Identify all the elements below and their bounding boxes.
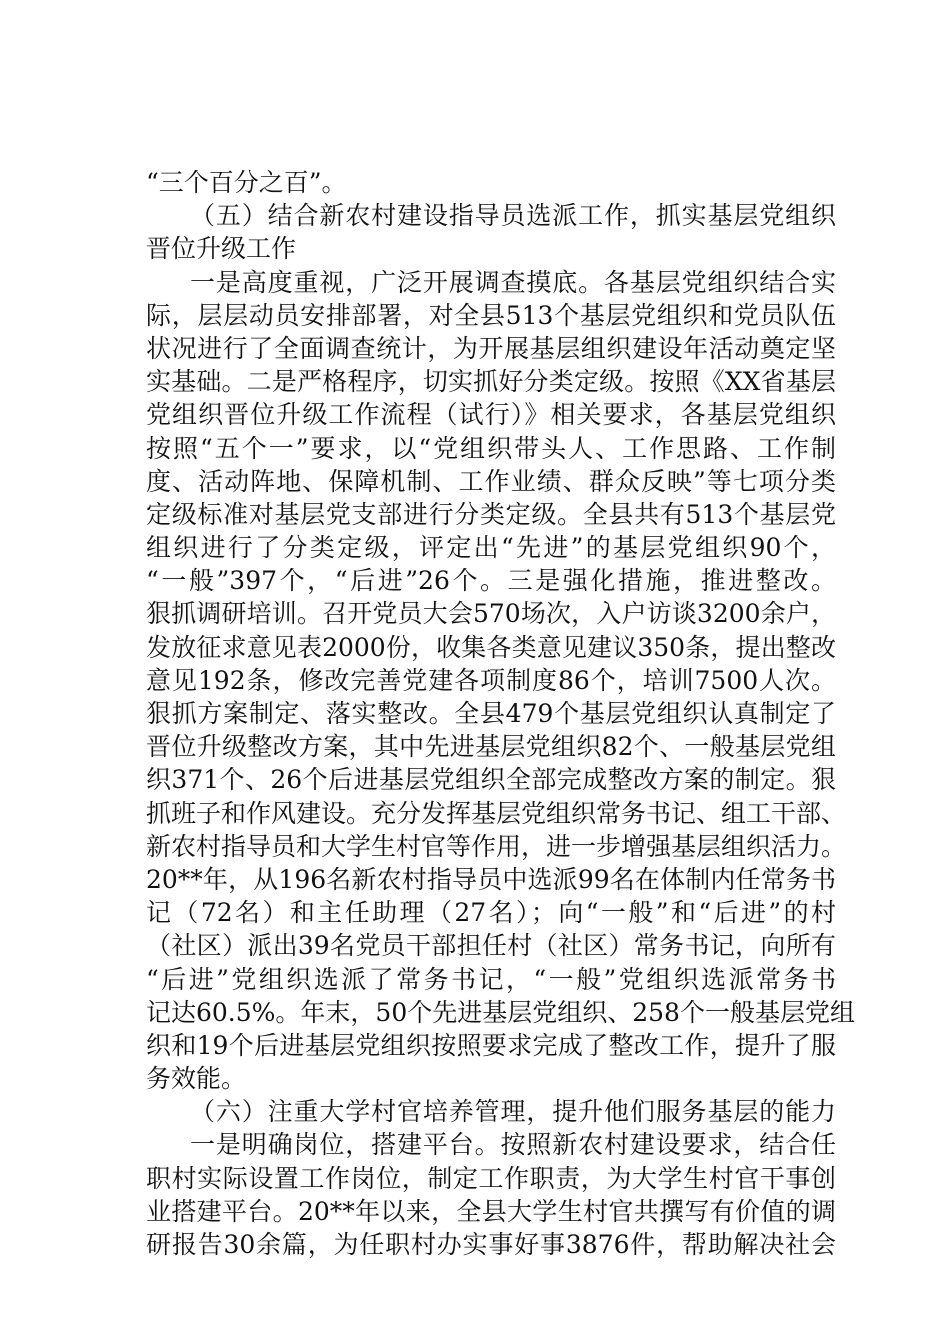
text-line: 状况进行了全面调查统计，为开展基层组织建设年活动奠定坚 xyxy=(146,333,836,363)
text-line: 组织进行了分类定级，评定出“先进”的基层党组织90个， xyxy=(146,533,836,563)
text-line: 定级标准对基层党支部进行分类定级。全县共有513个基层党 xyxy=(146,499,836,529)
text-line: 业搭建平台。20**年以来，全县大学生村官共撰写有价值的调 xyxy=(146,1196,836,1226)
text-line: 织371个、26个后进基层党组织全部完成整改方案的制定。狠 xyxy=(146,765,836,795)
text-line: 记（72名）和主任助理（27名）；向“一般”和“后进”的村 xyxy=(146,898,836,928)
text-line: “三个百分之百”。 xyxy=(146,168,347,197)
text-line: 发放征求意见表2000份，收集各类意见建议350条，提出整改 xyxy=(146,632,836,662)
text-line: 务效能。 xyxy=(146,1064,247,1094)
text-line: 狠抓方案制定、落实整改。全县479个基层党组织认真制定了 xyxy=(146,699,836,728)
text-line: “后进”党组织选派了常务书记，“一般”党组织选派常务书 xyxy=(146,964,836,994)
text-line: 晋位升级整改方案，其中先进基层党组织82个、一般基层党组 xyxy=(146,732,836,762)
text-line: 新农村指导员和大学生村官等作用，进一步增强基层组织活力。 xyxy=(146,831,847,861)
text-line: 党组织晋位升级工作流程（试行）》相关要求，各基层党组织 xyxy=(146,400,836,430)
text-line: 按照“五个一”要求，以“党组织带头人、工作思路、工作制 xyxy=(146,433,836,463)
text-line: （五）结合新农村建设指导员选派工作，抓实基层党组织 xyxy=(190,201,836,231)
text-line: 际，层层动员安排部署，对全县513个基层党组织和党员队伍 xyxy=(146,300,836,330)
text-line: “一般”397个，“后进”26个。三是强化措施，推进整改。 xyxy=(146,566,836,596)
text-line: 度、活动阵地、保障机制、工作业绩、群众反映”等七项分类 xyxy=(146,466,836,496)
text-line: 记达60.5%。年末，50个先进基层党组织、258个一般基层党组 xyxy=(146,997,855,1027)
document-body xyxy=(146,166,855,1261)
text-line: （社区）派出39名党员干部担任村（社区）常务书记，向所有 xyxy=(146,931,836,961)
text-line: 狠抓调研培训。召开党员大会570场次，入户访谈3200余户， xyxy=(146,599,836,629)
text-line: 一是明确岗位，搭建平台。按照新农村建设要求，结合任 xyxy=(190,1130,836,1160)
text-line: （六）注重大学村官培养管理，提升他们服务基层的能力 xyxy=(190,1097,836,1127)
document-page xyxy=(146,166,855,1261)
text-line: 织和19个后进基层党组织按照要求完成了整改工作，提升了服 xyxy=(146,1030,836,1060)
text-line: 职村实际设置工作岗位，制定工作职责，为大学生村官干事创 xyxy=(146,1163,836,1193)
text-line: 意见192条，修改完善党建各项制度86个，培训7500人次。 xyxy=(146,665,836,695)
text-line: 一是高度重视，广泛开展调查摸底。各基层党组织结合实 xyxy=(190,267,836,297)
text-line: 抓班子和作风建设。充分发挥基层党组织常务书记、组工干部、 xyxy=(146,798,847,828)
text-line: 晋位升级工作 xyxy=(146,234,297,264)
text-line: 实基础。二是严格程序，切实抓好分类定级。按照《XX省基层 xyxy=(146,367,836,397)
text-line: 20**年，从196名新农村指导员中选派99名在体制内任常务书 xyxy=(146,864,836,894)
text-line: 研报告30余篇，为任职村办实事好事3876件，帮助解决社会 xyxy=(146,1230,836,1259)
